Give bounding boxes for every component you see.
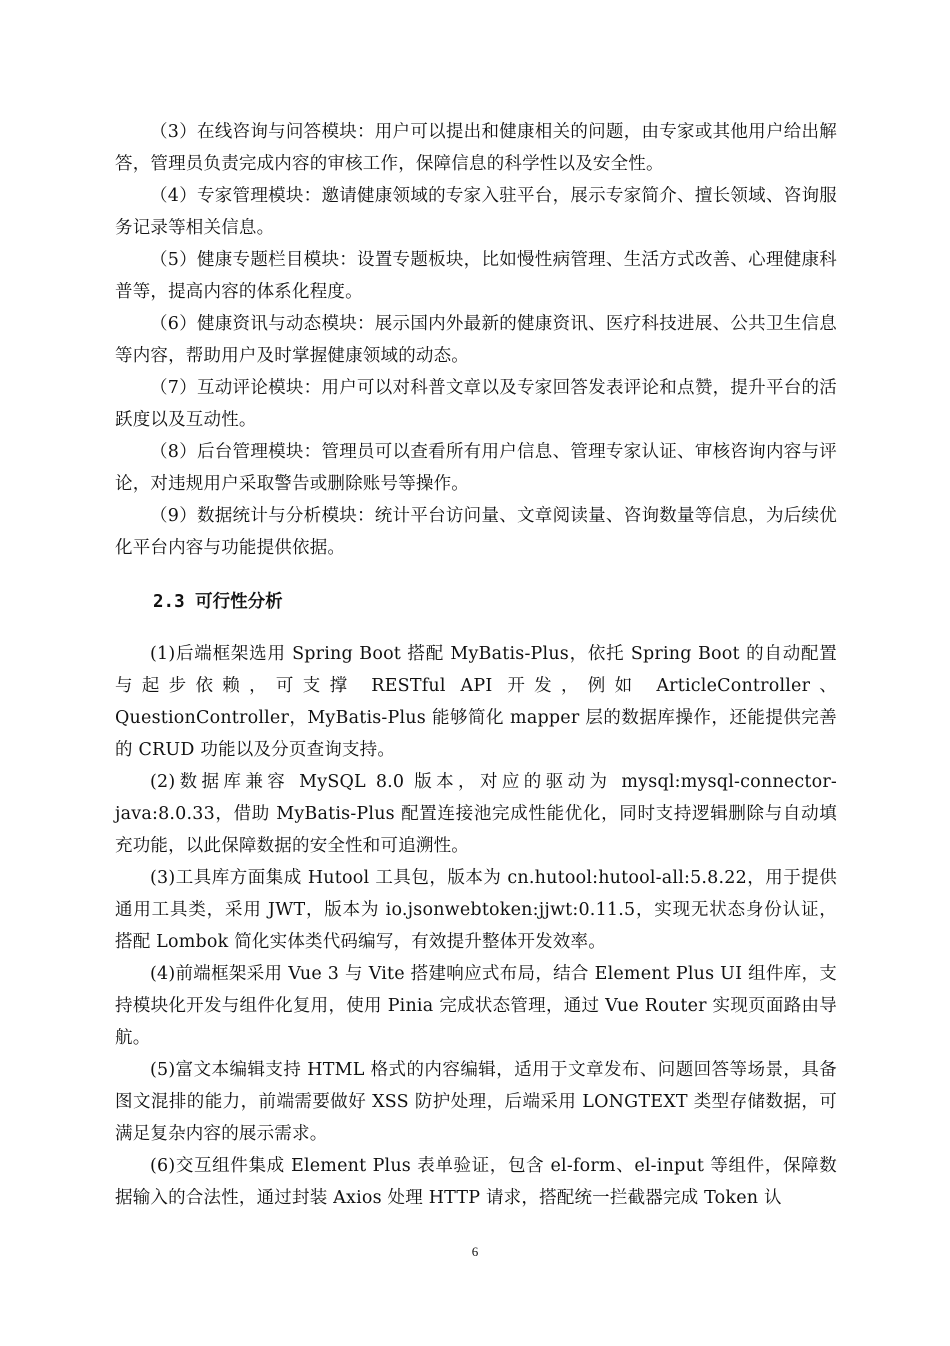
- paragraph-module-7: （7）互动评论模块：用户可以对科普文章以及专家回答发表评论和点赞，提升平台的活跃度以及互动性。: [115, 378, 837, 430]
- paragraph-module-6: （6）健康资讯与动态模块：展示国内外最新的健康资讯、医疗科技进展、公共卫生信息等内容，帮助用户及时掌握健康领域的动态。: [115, 314, 837, 366]
- paragraph-module-5: （5）健康专题栏目模块：设置专题板块，比如慢性病管理、生活方式改善、心理健康科普等，提高内容的体系化程度。: [115, 250, 837, 302]
- paragraph-feasibility-3: (3)工具库方面集成 Hutool 工具包，版本为 cn.hutool:hutool-all:5.8.22，用于提供通用工具类，采用 JWT，版本为 io.jsonwebtoken:jjwt:0.11.5，实现无状态身份认证，搭配 Lombok 简化实体类代码编写，有效提升整体开发效率。: [115, 868, 837, 952]
- page-number: 6: [471, 1244, 479, 1259]
- paragraph-feasibility-2: (2)数据库兼容 MySQL 8.0 版本，对应的驱动为 mysql:mysql-connector-java:8.0.33，借助 MyBatis-Plus 配置连接池完成性能优化，同时支持逻辑删除与自动填充功能，以此保障数据的安全性和可追溯性。: [115, 772, 837, 856]
- paragraph-module-8: （8）后台管理模块：管理员可以查看所有用户信息、管理专家认证、审核咨询内容与评论，对违规用户采取警告或删除账号等操作。: [115, 442, 837, 494]
- paragraph-module-9: （9）数据统计与分析模块：统计平台访问量、文章阅读量、咨询数量等信息，为后续优化平台内容与功能提供依据。: [115, 506, 837, 558]
- paragraph-feasibility-1: (1)后端框架选用 Spring Boot 搭配 MyBatis-Plus，依托 Spring Boot 的自动配置与起步依赖，可支撑 RESTful API 开发，例如 ArticleController、QuestionController，MyBatis-Plus 能够简化 mapper 层的数据库操作，还能提供完善的 CRUD 功能以及分页查询支持。: [115, 644, 837, 760]
- paragraph-module-3: （3）在线咨询与问答模块：用户可以提出和健康相关的问题，由专家或其他用户给出解答，管理员负责完成内容的审核工作，保障信息的科学性以及安全性。: [115, 122, 837, 174]
- paragraph-feasibility-6: (6)交互组件集成 Element Plus 表单验证，包含 el-form、el-input 等组件，保障数据输入的合法性，通过封装 Axios 处理 HTTP 请求，搭配统一拦截器完成 Token 认: [115, 1156, 837, 1208]
- section-heading: 2.3 可行性分析: [153, 592, 283, 612]
- paragraph-feasibility-4: (4)前端框架采用 Vue 3 与 Vite 搭建响应式布局，结合 Element Plus UI 组件库，支持模块化开发与组件化复用，使用 Pinia 完成状态管理，通过 Vue Router 实现页面路由导航。: [115, 964, 837, 1048]
- paragraph-feasibility-5: (5)富文本编辑支持 HTML 格式的内容编辑，适用于文章发布、问题回答等场景，具备图文混排的能力，前端需要做好 XSS 防护处理，后端采用 LONGTEXT 类型存储数据，可满足复杂内容的展示需求。: [115, 1060, 837, 1144]
- page-content: [115, 116, 837, 1214]
- paragraph-module-4: （4）专家管理模块：邀请健康领域的专家入驻平台，展示专家简介、擅长领域、咨询服务记录等相关信息。: [115, 186, 837, 238]
